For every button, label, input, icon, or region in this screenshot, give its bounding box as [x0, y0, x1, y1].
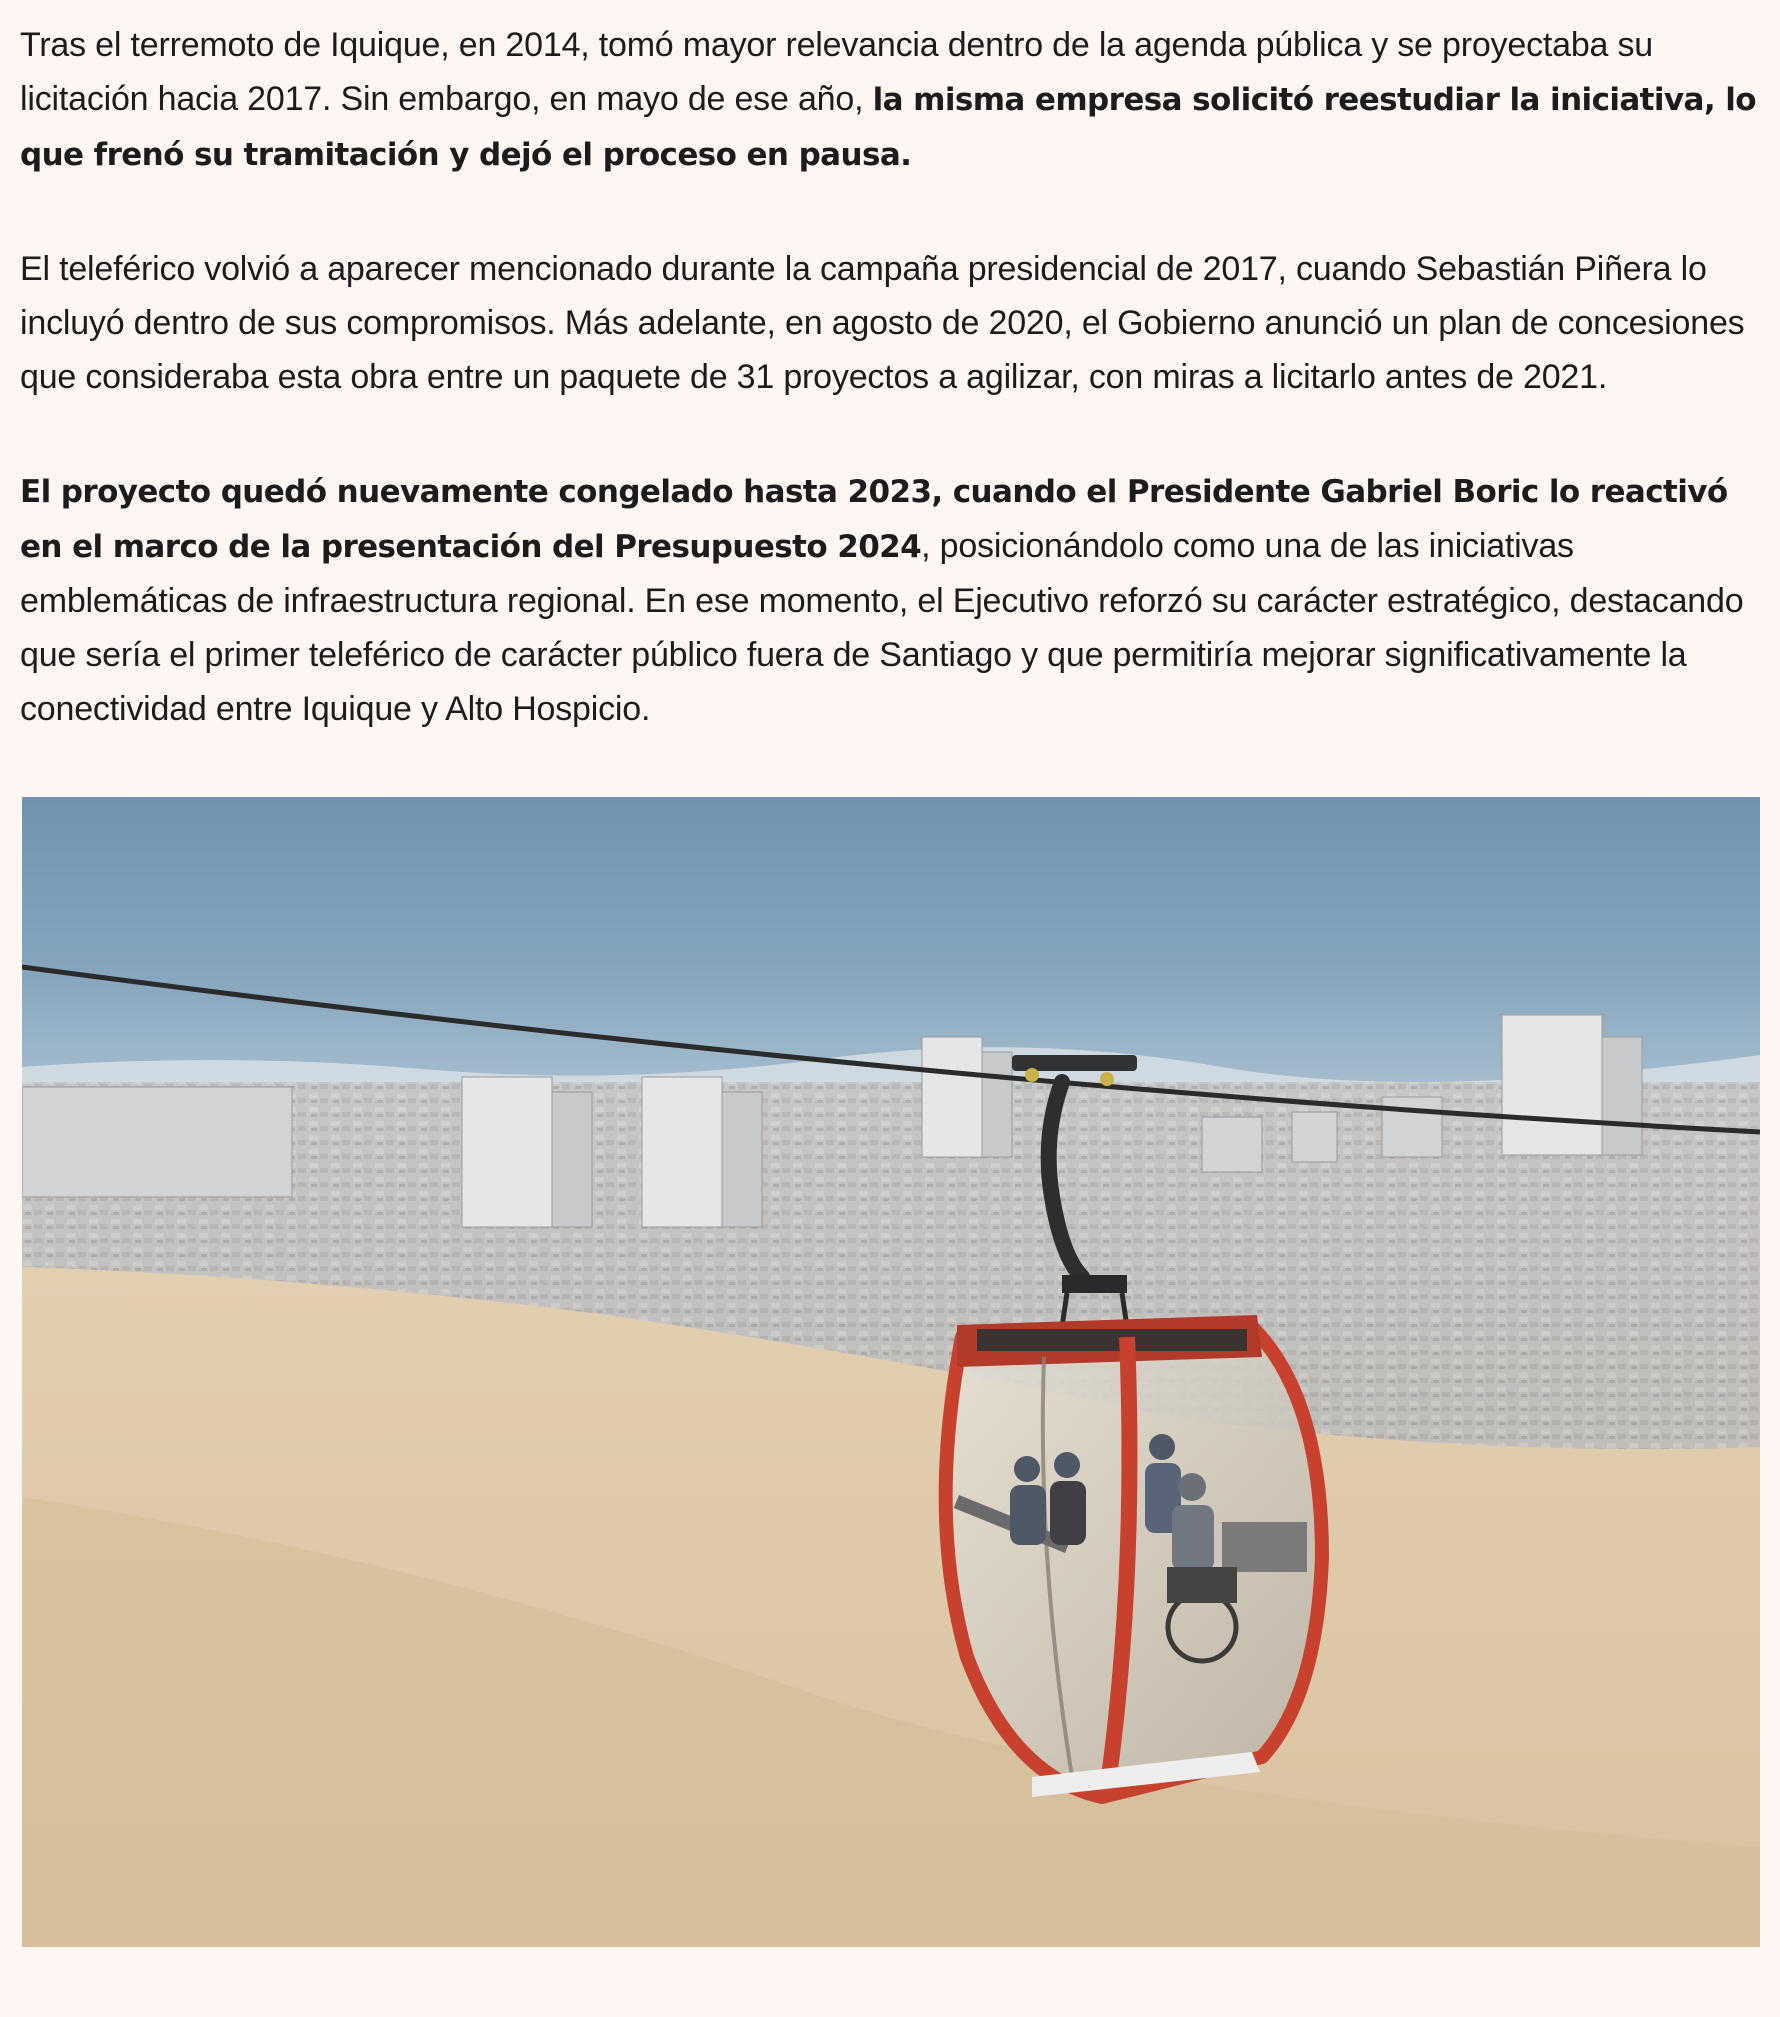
paragraph-2	[20, 242, 1765, 404]
article-body	[20, 18, 1765, 796]
paragraph-2-text: El teleférico volvió a aparecer mencionado durante la campaña presidencial de 2017, cuando Sebastián Piñera lo incluyó dentro de sus compromisos. Más adelante, en agosto de 2020, el Gobierno anunció un plan de concesiones que consideraba esta obra entre un paquete de 31 proyectos a agilizar, con miras a licitarlo antes de 2021.	[20, 250, 1745, 396]
paragraph-3-text: , posicionándolo como una de las iniciativas emblemáticas de infraestructura regional. En ese momento, el Ejecutivo reforzó su carácter estratégico, destacando que sería el primer teleférico de carácter público fuera de Santiago y que permitiría mejorar significativamente la conectividad entre Iquique y Alto Hospicio.	[20, 527, 1744, 728]
paragraph-3-bold: El proyecto quedó nuevamente congelado hasta 2023, cuando el Presidente Gabriel Boric lo reactivó en el marco de la presentación del Presupuesto 2024	[20, 474, 1728, 565]
paragraph-1-bold: la misma empresa solicitó reestudiar la iniciativa, lo que frenó su tramitación y dejó el proceso en pausa.	[20, 82, 1756, 173]
paragraph-3	[20, 464, 1765, 736]
paragraph-1-text: Tras el terremoto de Iquique, en 2014, tomó mayor relevancia dentro de la agenda pública y se proyectaba su licitación hacia 2017. Sin embargo, en mayo de ese año,	[20, 26, 1653, 118]
cable-car-illustration	[22, 797, 1760, 1947]
paragraph-1	[20, 18, 1765, 182]
article-image-cable-car	[22, 797, 1760, 1947]
